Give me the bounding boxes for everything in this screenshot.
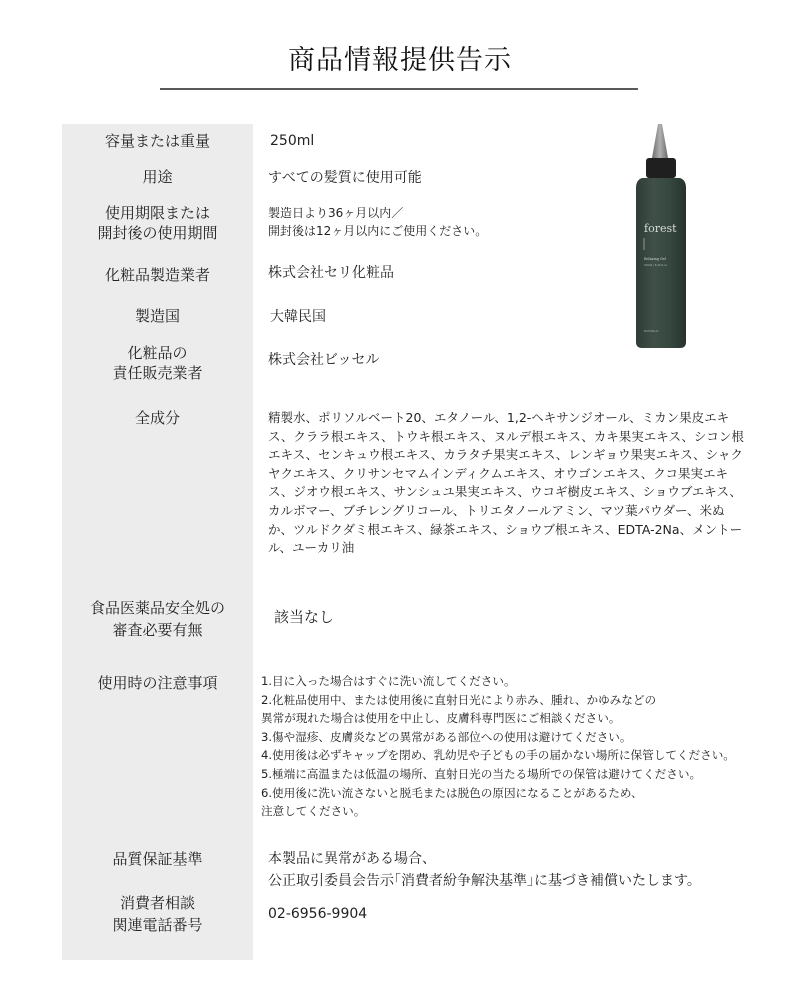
caution-line: 2.化粧品使用中、または使用後に直射日光により赤み、腫れ、かゆみなどの [261, 692, 657, 707]
value-capacity: 250ml [270, 133, 315, 149]
ingredients-line: エキス、センキュウ根エキス、カラタチ果実エキス、レンギョウ果実エキス、シャク [268, 447, 743, 463]
value-quality-line1: 本製品に異常がある場合、 [268, 851, 436, 867]
label-consumer-line2: 関連電話番号 [112, 916, 203, 934]
ingredients-line: ス、クララ根エキス、トウキ根エキス、ヌルデ根エキス、カキ果実エキス、シコン根 [268, 428, 744, 444]
label-mfds [62, 597, 253, 641]
caution-line: 注意してください。 [261, 804, 366, 819]
label-consumer-line1: 消費者相談 [119, 894, 195, 912]
caution-line: 異常が現れた場合は使用を中止し、皮膚科専門医にご相談ください。 [261, 711, 621, 726]
label-column [62, 124, 253, 960]
ingredients-line: ス、ジオウ根エキス、サンシュユ果実エキス、ウコギ樹皮エキス、ショウブエキス、 [268, 484, 742, 500]
bottle-nozzle [652, 124, 668, 158]
label-expiry-line1: 使用期限または [104, 204, 210, 222]
value-country: 大韓民国 [270, 309, 326, 325]
value-quality-line2: 公正取引委員会告示｢消費者紛争解決基準｣に基づき補償いたします。 [268, 873, 701, 889]
value-expiry [268, 204, 487, 240]
ingredients-line: 精製水、ポリソルベート20、エタノール、1,2-ヘキサンジオール、ミカン果皮エキ [268, 410, 730, 425]
label-mfds-line1: 食品医薬品安全処の [89, 599, 225, 617]
ingredients-line: か、ツルドクダミ根エキス、緑茶エキス、ショウブ根エキス、EDTA-2Na、メントー [268, 521, 743, 537]
label-usage: 用途 [142, 168, 173, 186]
ingredients-line: ル、ユーカリ油 [268, 540, 355, 556]
caution-line: 4.使用後は必ずキャップを閉め、乳幼児や子どもの手の届かない場所に保管してください。 [261, 748, 735, 763]
label-mfds-line2: 審査必要有無 [112, 621, 203, 639]
caution-line: 6.使用後に洗い流さないと脱毛または脱色の原因になることがあるため、 [261, 785, 643, 800]
bottle-body [636, 178, 686, 348]
value-expiry-line1: 製造日より36ヶ月以内／ [268, 206, 404, 220]
product-bottle-image [622, 120, 700, 356]
value-seller: 株式会社ビッセル [268, 352, 380, 368]
bottle-volume: 250ml / 8.45 fl.oz [644, 264, 667, 267]
value-mfds: 該当なし [274, 608, 335, 626]
caution-line: 1.目に入った場合はすぐに洗い流してください。 [261, 674, 516, 688]
label-consumer [62, 892, 253, 936]
label-expiry [62, 203, 253, 243]
value-cautions [261, 672, 799, 821]
value-manufacturer: 株式会社セリ化粧品 [268, 265, 394, 281]
label-quality: 品質保証基準 [112, 850, 203, 868]
ingredients-line: カルボマー、ブチレングリコール、トリエタノールアミン、マツ葉パウダー、米ぬ [268, 502, 725, 518]
bottle-brand: forest [644, 222, 677, 235]
label-country: 製造国 [134, 307, 180, 325]
label-seller [62, 343, 253, 383]
bottle-product-name: Relaxing Gel [644, 257, 666, 261]
bottle-cap [646, 158, 676, 178]
caution-line: 5.極端に高温または低温の場所、直射日光の当たる場所での保管は避けてください。 [261, 766, 702, 781]
value-usage: すべての髪質に使用可能 [268, 170, 422, 186]
value-phone: 02-6956-9904 [268, 906, 368, 922]
label-seller-line2: 責任販売業者 [112, 364, 203, 382]
label-expiry-line2: 開封後の使用期間 [97, 224, 218, 242]
value-quality [268, 848, 701, 892]
ingredients-line: ヤクエキス、クリサンセマムインディクムエキス、オウゴンエキス、クコ果実エキ [268, 465, 729, 481]
caution-line: 3.傷や湿疹、皮膚炎などの異常がある部位への使用は避けてください。 [261, 729, 632, 744]
bottle-maker-mark: NATURALIA [644, 330, 659, 333]
title-underline [160, 88, 638, 90]
label-capacity: 容量または重量 [104, 132, 210, 150]
value-ingredients [268, 409, 778, 558]
label-seller-line1: 化粧品の [127, 344, 188, 362]
label-manufacturer: 化粧品製造業者 [104, 266, 210, 284]
value-expiry-line2: 開封後は12ヶ月以内にご使用ください。 [268, 224, 488, 238]
page-title: 商品情報提供告示 [288, 45, 512, 76]
label-cautions: 使用時の注意事項 [97, 674, 218, 692]
label-ingredients: 全成分 [134, 409, 180, 427]
